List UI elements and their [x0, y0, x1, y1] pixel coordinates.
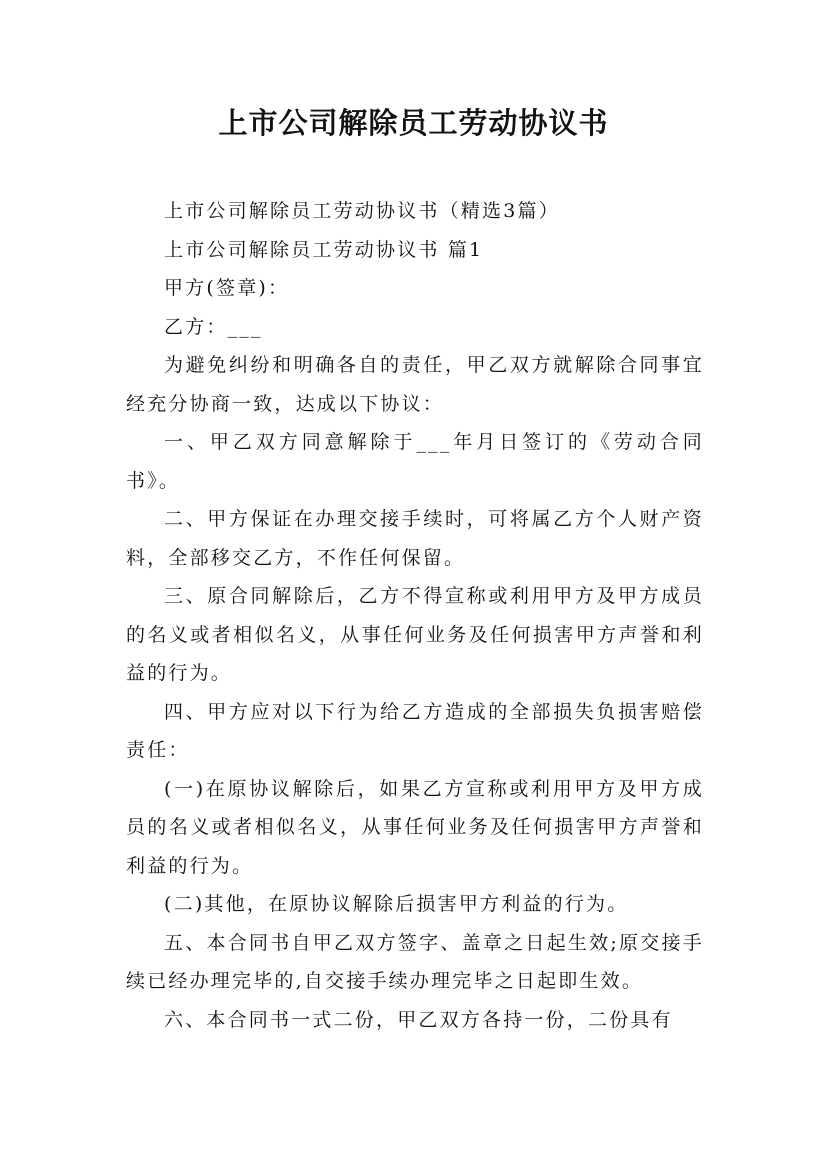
- paragraph-clause-1: 一、甲乙双方同意解除于___年月日签订的《劳动合同书》。: [126, 431, 704, 492]
- paragraph-clause-4-item-2: (二)其他，在原协议解除后损害甲方利益的行为。: [164, 893, 629, 915]
- document-body: [126, 192, 704, 1039]
- paragraph-subtitle: 上市公司解除员工劳动协议书（精选3篇）: [164, 200, 560, 222]
- paragraph-clause-4: 四、甲方应对以下行为给乙方造成的全部损失负损害赔偿责任：: [126, 700, 704, 761]
- paragraph-clause-5: 五、本合同书自甲乙双方签字、盖章之日起生效;原交接手续已经办理完毕的,自交接手续办理完毕之日起即生效。: [126, 931, 704, 992]
- paragraph-section-heading: 上市公司解除员工劳动协议书 篇1: [164, 238, 484, 261]
- paragraph-preamble: 为避免纠纷和明确各自的责任，甲乙双方就解除合同事宜经充分协商一致，达成以下协议：: [126, 354, 704, 415]
- paragraph-clause-6: 六、本合同书一式二份，甲乙双方各持一份，二份具有: [164, 1008, 673, 1031]
- paragraph-clause-3: 三、原合同解除后，乙方不得宣称或利用甲方及甲方成员的名义或者相似名义，从事任何业务及任何损害甲方声誉和利益的行为。: [126, 585, 704, 684]
- document-title: 上市公司解除员工劳动协议书: [218, 106, 609, 140]
- paragraph-clause-2: 二、甲方保证在办理交接手续时，可将属乙方个人财产资料，全部移交乙方，不作任何保留。: [126, 508, 704, 569]
- paragraph-clause-4-item-1: (一)在原协议解除后，如果乙方宣称或利用甲方及甲方成员的名义或者相似名义，从事任何业务及任何损害甲方声誉和利益的行为。: [126, 777, 704, 877]
- paragraph-party-a: 甲方(签章)：: [164, 277, 290, 299]
- paragraph-party-b: 乙方：___: [164, 315, 263, 338]
